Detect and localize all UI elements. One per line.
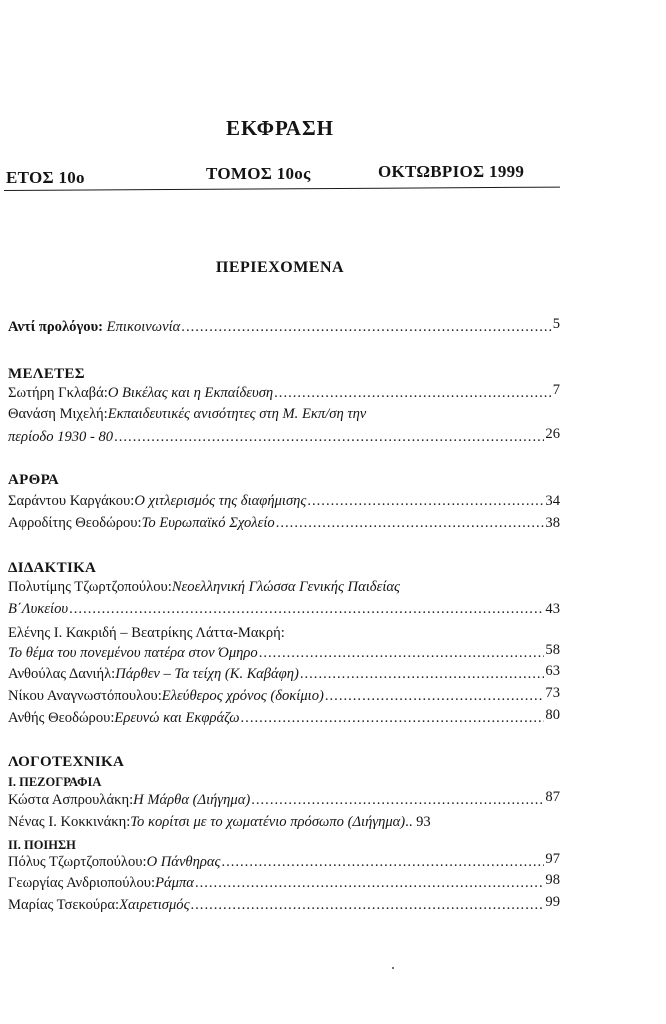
entry-page: 38 [545, 515, 560, 531]
entry-work: Επικοινωνία [106, 319, 181, 335]
entry-work: Το Ευρωπαϊκό Σχολείο [141, 515, 275, 531]
magazine-title: ΕΚΦΡΑΣΗ [225, 116, 335, 140]
toc-entry [8, 896, 560, 916]
entry-author: Ανθούλας Δανιήλ: [8, 666, 116, 682]
toc-entry [8, 665, 560, 685]
scan-speck [392, 967, 394, 969]
toc-entry [8, 492, 560, 512]
entry-author: Σαράντου Καργάκου: [8, 493, 135, 509]
section-title: ΛΟΓΟΤΕΧΝΙΚΑ [8, 754, 125, 770]
toc-entry [8, 624, 560, 644]
dot-leader [69, 600, 544, 619]
dot-leader [325, 687, 545, 706]
section-title: ΑΡΘΡΑ [8, 472, 59, 488]
entry-author: Νίκου Αναγνωστόπουλου: [8, 688, 162, 704]
entry-page: 43 [545, 601, 560, 617]
entry-author: Πόλυς Τζωρτζοπούλου: [8, 854, 147, 870]
entry-author: Θανάση Μιχελή: [8, 406, 108, 422]
toc-entry [8, 578, 560, 598]
header-rule [4, 187, 560, 191]
dot-leader [251, 791, 544, 810]
section-title: ΜΕΛΕΤΕΣ [8, 366, 85, 382]
entry-author: Ανθής Θεοδώρου: [8, 710, 115, 726]
dot-leader [241, 709, 545, 728]
entry-page: 7 [552, 382, 560, 398]
entry-work: Ο Πάνθηρας [146, 854, 221, 870]
toc-entry [8, 384, 560, 404]
contents-heading: ΠΕΡΙΕΧΟΜΕΝΑ [215, 259, 345, 276]
entry-work: Η Μάρθα (Διήγημα) [133, 792, 251, 808]
dot-leader [276, 514, 545, 533]
issue-volume: ΤΟΜΟΣ 10ος [206, 164, 311, 183]
dot-leader [274, 384, 552, 403]
dot-leader [195, 874, 544, 893]
entry-page: .. 93 [405, 814, 431, 830]
entry-work: Ο Βικέλας και η Εκπαίδευση [107, 385, 274, 401]
entry-work: Ελεύθερος χρόνος (δοκίμιο) [161, 688, 324, 704]
entry-work: Β΄Λυκείου [8, 601, 69, 617]
toc-entry [8, 853, 560, 873]
entry-work: Χαιρετισμός [119, 897, 190, 913]
entry-author: Μαρίας Τσεκούρα: [8, 897, 120, 913]
entry-page: 63 [545, 663, 560, 679]
dot-leader [191, 896, 545, 915]
entry-author: Αφροδίτης Θεοδώρου: [8, 515, 142, 531]
entry-work: Ερευνώ και Εκφράζω [114, 710, 240, 726]
toc-entry [8, 687, 560, 707]
toc-entry-preface [8, 318, 560, 338]
entry-work: Το θέμα του πονεμένου πατέρα στον Όμηρο [8, 645, 258, 661]
dot-leader [181, 318, 551, 337]
entry-page: 98 [545, 872, 560, 888]
toc-entry [8, 405, 560, 425]
entry-work: Νεοελληνική Γλώσσα Γενικής Παιδείας [171, 579, 400, 595]
issue-year: ΕΤΟΣ 10ο [6, 168, 85, 187]
entry-page: 87 [545, 789, 560, 805]
entry-work: Εκπαιδευτικές ανισότητες στη Μ. Εκπ/ση την [107, 406, 367, 422]
issue-date: ΟΚΤΩΒΡΙΟΣ 1999 [378, 162, 525, 181]
entry-page: 34 [545, 493, 560, 509]
subsection-title: Ι. ΠΕΖΟΓΡΑΦΙΑ [8, 775, 102, 789]
entry-page: 73 [545, 685, 560, 701]
toc-entry-continuation [8, 428, 560, 448]
dot-leader [300, 665, 545, 684]
entry-work: Το κορίτσι με το χωματένιο πρόσωπο (Διήγημα) [130, 814, 406, 830]
entry-label: Αντί προλόγου: [8, 319, 104, 335]
toc-entry [8, 709, 560, 729]
toc-entry-continuation [8, 644, 560, 664]
toc-entry [8, 874, 560, 894]
entry-page: 58 [545, 642, 560, 658]
entry-author: Σωτήρη Γκλαβά: [8, 385, 108, 401]
entry-work: Ράμπα [155, 875, 194, 891]
dot-leader [114, 428, 544, 447]
entry-author: Πολυτίμης Τζωρτζοπούλου: [8, 579, 172, 595]
entry-page: 80 [545, 707, 560, 723]
toc-entry [8, 514, 560, 534]
entry-author: Γεωργίας Ανδριοπούλου: [8, 875, 156, 891]
subsection-title: ΙΙ. ΠΟΙΗΣΗ [8, 838, 76, 852]
entry-author: Κώστα Ασπρουλάκη: [8, 792, 134, 808]
entry-author: Ελένης Ι. Κακριδή – Βεατρίκης Λάττα-Μακρή: [8, 625, 285, 641]
entry-page: 99 [545, 894, 560, 910]
entry-work: Ο χιτλερισμός της διαφήμισης [134, 493, 307, 509]
dot-leader [221, 853, 544, 872]
entry-page: 97 [545, 851, 560, 867]
entry-page: 26 [545, 426, 560, 442]
entry-work: περίοδο 1930 - 80 [8, 429, 114, 445]
dot-leader [307, 492, 544, 511]
section-title: ΔΙΔΑΚΤΙΚΑ [8, 560, 97, 576]
toc-entry-continuation [8, 600, 560, 620]
entry-page: 5 [552, 316, 560, 332]
toc-entry [8, 813, 560, 833]
toc-entry [8, 791, 560, 811]
entry-work: Πάρθεν – Τα τείχη (Κ. Καβάφη) [115, 666, 299, 682]
entry-author: Νένας Ι. Κοκκινάκη: [8, 814, 131, 830]
dot-leader [259, 644, 545, 663]
